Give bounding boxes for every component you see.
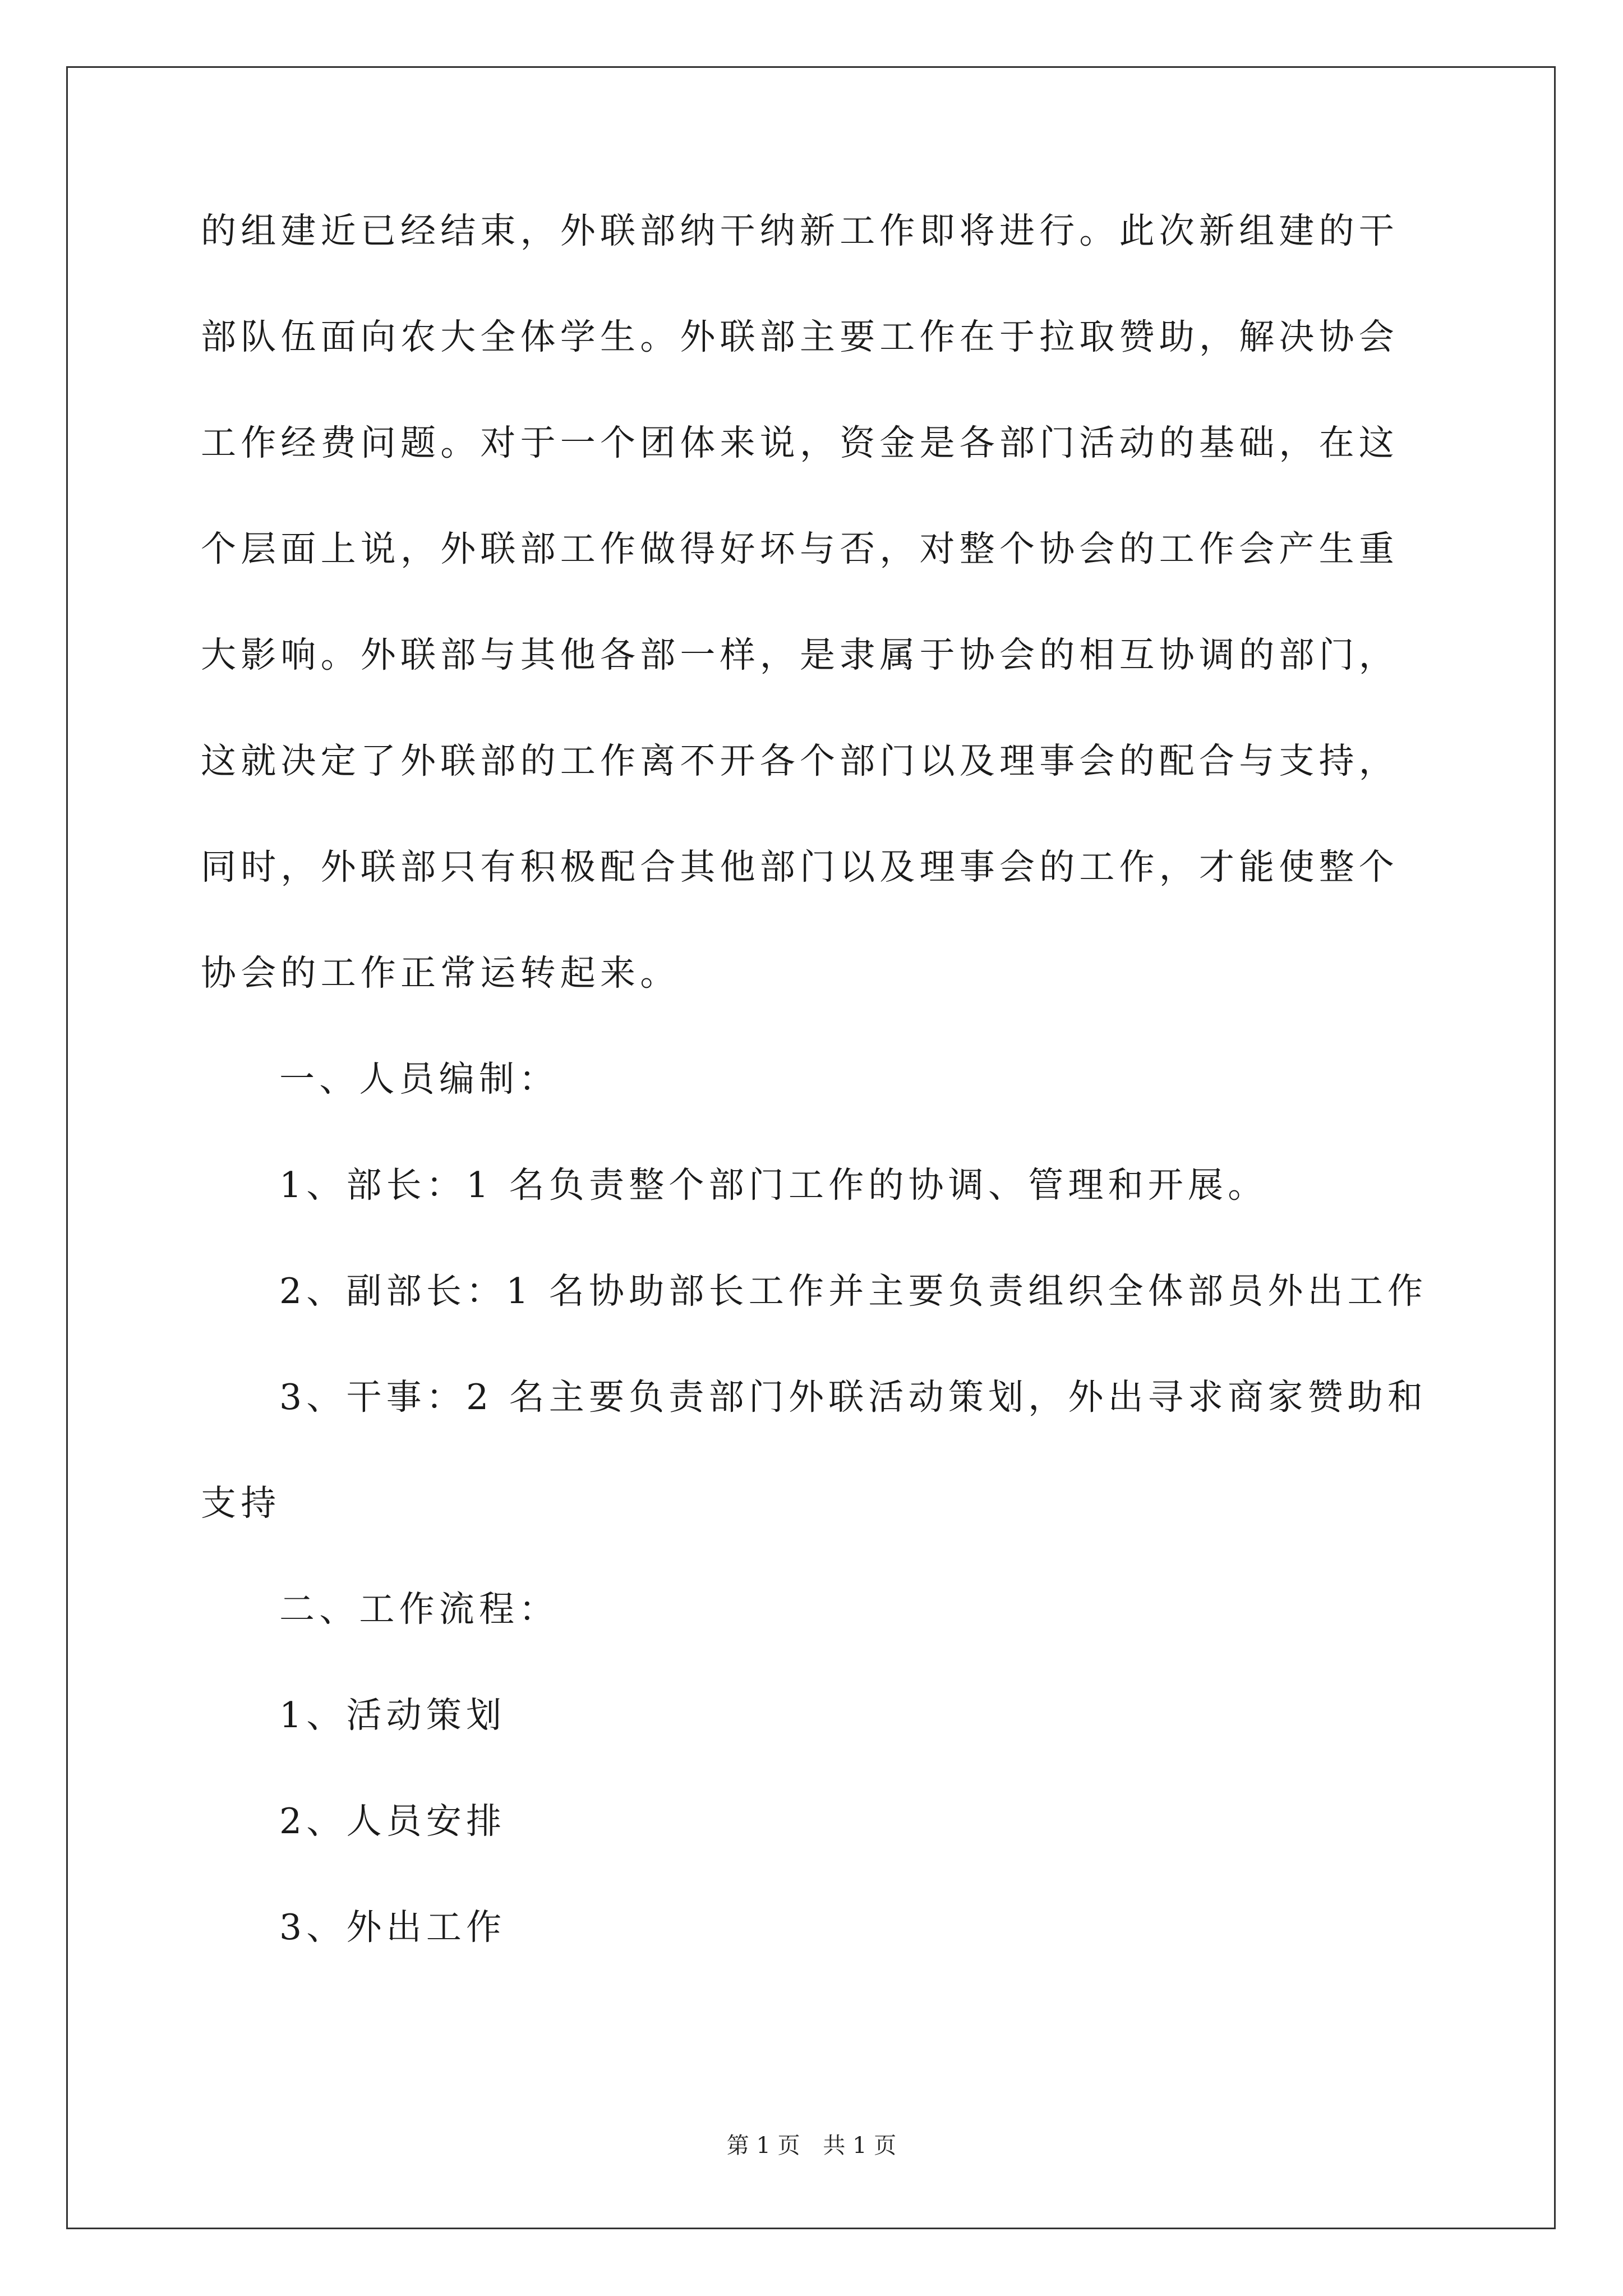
section1-item-3: 3、干事：2 名主要负责部门外联活动策划，外出寻求商家赞助和 (279, 1377, 1428, 1418)
paragraph-line-5: 大影响。外联部与其他各部一样，是隶属于协会的相互协调的部门， (201, 634, 1399, 675)
page-number-current: 第 1 页 (726, 2133, 800, 2159)
section2-item-1: 1、活动策划 (279, 1695, 506, 1736)
page-border (66, 66, 1556, 2229)
section2-item-2: 2、人员安排 (279, 1801, 506, 1842)
section1-heading: 一、人员编制： (279, 1059, 559, 1099)
section2-item-3: 3、外出工作 (279, 1907, 506, 1948)
section1-item-2: 2、副部长：1 名协助部长工作并主要负责组织全体部员外出工作 (279, 1271, 1428, 1312)
paragraph-line-7: 同时，外联部只有积极配合其他部门以及理事会的工作，才能使整个 (201, 846, 1399, 887)
section2-heading: 二、工作流程： (279, 1589, 559, 1630)
paragraph-line-2: 部队伍面向农大全体学生。外联部主要工作在于拉取赞助，解决协会 (201, 316, 1399, 357)
paragraph-line-4: 个层面上说，外联部工作做得好坏与否，对整个协会的工作会产生重 (201, 528, 1399, 569)
section1-item-3-continuation: 支持 (201, 1483, 281, 1524)
page-number-total: 共 1 页 (823, 2133, 897, 2159)
page-footer (0, 2134, 1623, 2157)
section1-item-1: 1、部长：1 名负责整个部门工作的协调、管理和开展。 (279, 1165, 1268, 1205)
paragraph-line-1: 的组建近已经结束，外联部纳干纳新工作即将进行。此次新组建的干 (201, 210, 1399, 251)
paragraph-line-6: 这就决定了外联部的工作离不开各个部门以及理事会的配合与支持， (201, 740, 1399, 781)
paragraph-line-3: 工作经费问题。对于一个团体来说，资金是各部门活动的基础，在这 (201, 422, 1399, 463)
paragraph-line-8: 协会的工作正常运转起来。 (201, 953, 680, 993)
